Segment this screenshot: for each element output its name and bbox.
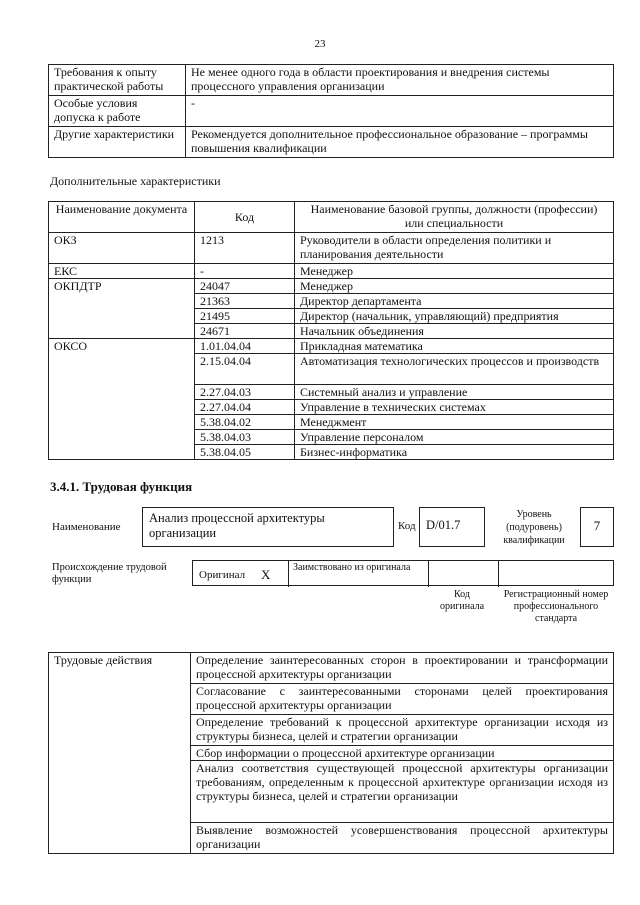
- name-cell: Директор (начальник, управляющий) предприятия: [295, 309, 614, 324]
- name-cell: Автоматизация технологических процессов и производств: [295, 354, 614, 385]
- code-cell: 2.15.04.04: [195, 354, 295, 385]
- doc-cell: ОКЗ: [49, 233, 195, 264]
- code-cell: 5.38.04.03: [195, 430, 295, 445]
- requirement-label: Требования к опыту практической работы: [49, 65, 186, 96]
- requirement-label: Другие характеристики: [49, 127, 186, 158]
- name-cell: Менеджмент: [295, 415, 614, 430]
- name-cell: Менеджер: [295, 264, 614, 279]
- code-cell: 2.27.04.04: [195, 400, 295, 415]
- table-row: [49, 653, 614, 684]
- code-cell: 21363: [195, 294, 295, 309]
- origin-original-mark: X: [261, 567, 271, 582]
- code-cell: -: [195, 264, 295, 279]
- function-name-label: Наименование: [52, 521, 121, 533]
- function-name-value: Анализ процессной архитектуры организации: [149, 511, 325, 540]
- table-row: [49, 127, 614, 158]
- header-code: Код: [195, 202, 295, 233]
- requirement-label: Особые условия допуска к работе: [49, 96, 186, 127]
- origin-reg-caption: Регистрационный номер профессионального стандарта: [503, 589, 609, 624]
- origin-label: Происхождение трудовой функции: [52, 562, 167, 585]
- header-name: Наименование базовой группы, должности (профессии) или специальности: [295, 202, 614, 233]
- table-row: [49, 233, 614, 264]
- header-doc: Наименование документа: [49, 202, 195, 233]
- code-cell: 2.27.04.03: [195, 385, 295, 400]
- table-row: [49, 96, 614, 127]
- doc-cell: ОКПДТР: [49, 279, 195, 339]
- labor-actions-label: Трудовые действия: [49, 653, 191, 854]
- requirement-value: -: [186, 96, 614, 127]
- name-cell: Прикладная математика: [295, 339, 614, 354]
- name-cell: Менеджер: [295, 279, 614, 294]
- requirements-table: [48, 64, 614, 158]
- name-cell: Руководители в области определения политики и планирования деятельности: [295, 233, 614, 264]
- origin-original-label: Оригинал: [199, 569, 246, 581]
- labor-action-item: Анализ соответствия существующей процессной архитектуры организации требованиям, определенным к процессной архитектуре организации исходя из структуры бизнеса, целей и стратегии организации: [191, 761, 614, 823]
- origin-borrowed-label: Заимствовано из оригинала: [293, 562, 411, 573]
- name-cell: Директор департамента: [295, 294, 614, 309]
- labor-action-item: Определение требований к процессной архитектуре организации исходя из структуры бизнеса, целей и стратегии организации: [191, 715, 614, 746]
- doc-cell: ОКСО: [49, 339, 195, 460]
- code-cell: 5.38.04.02: [195, 415, 295, 430]
- page-number: 23: [314, 38, 326, 50]
- name-cell: Управление персоналом: [295, 430, 614, 445]
- labor-action-item: Выявление возможностей усовершенствования процессной архитектуры организации: [191, 823, 614, 854]
- table-row: [49, 65, 614, 96]
- requirement-value: Не менее одного года в области проектирования и внедрения системы процессного управления организации: [186, 65, 614, 96]
- labor-action-item: Согласование с заинтересованными сторонами целей проектирования процессной архитектуры организации: [191, 684, 614, 715]
- labor-action-item: Сбор информации о процессной архитектуре организации: [191, 746, 614, 761]
- doc-cell: ЕКС: [49, 264, 195, 279]
- function-level-value: 7: [593, 518, 601, 533]
- code-cell: 24047: [195, 279, 295, 294]
- function-level-label: Уровень (подуровень) квалификации: [503, 509, 565, 546]
- function-level-box: [580, 507, 614, 547]
- name-cell: Управление в технических системах: [295, 400, 614, 415]
- requirement-value: Рекомендуется дополнительное профессиональное образование – программы повышения квалификации: [186, 127, 614, 158]
- name-cell: Системный анализ и управление: [295, 385, 614, 400]
- labor-action-item: Определение заинтересованных сторон в проектировании и трансформации процессной архитектуры организации: [191, 653, 614, 684]
- table-header-row: [49, 202, 614, 233]
- table-row: [49, 264, 614, 279]
- table-row: [49, 339, 614, 354]
- code-cell: 5.38.04.05: [195, 445, 295, 460]
- name-cell: Начальник объединения: [295, 324, 614, 339]
- section-title: 3.4.1. Трудовая функция: [50, 479, 193, 494]
- additional-table: [48, 201, 614, 460]
- origin-code-caption: Код оригинала: [439, 589, 485, 612]
- labor-actions-table: [48, 652, 614, 854]
- code-cell: 21495: [195, 309, 295, 324]
- function-code-label: Код: [398, 520, 416, 532]
- function-code-box: [419, 507, 485, 547]
- code-cell: 1.01.04.04: [195, 339, 295, 354]
- table-row: [49, 279, 614, 294]
- name-cell: Бизнес-информатика: [295, 445, 614, 460]
- additional-heading: Дополнительные характеристики: [50, 174, 221, 188]
- origin-boxes: [192, 560, 614, 586]
- function-code-value: D/01.7: [426, 518, 461, 532]
- function-name-box: [142, 507, 394, 547]
- code-cell: 24671: [195, 324, 295, 339]
- code-cell: 1213: [195, 233, 295, 264]
